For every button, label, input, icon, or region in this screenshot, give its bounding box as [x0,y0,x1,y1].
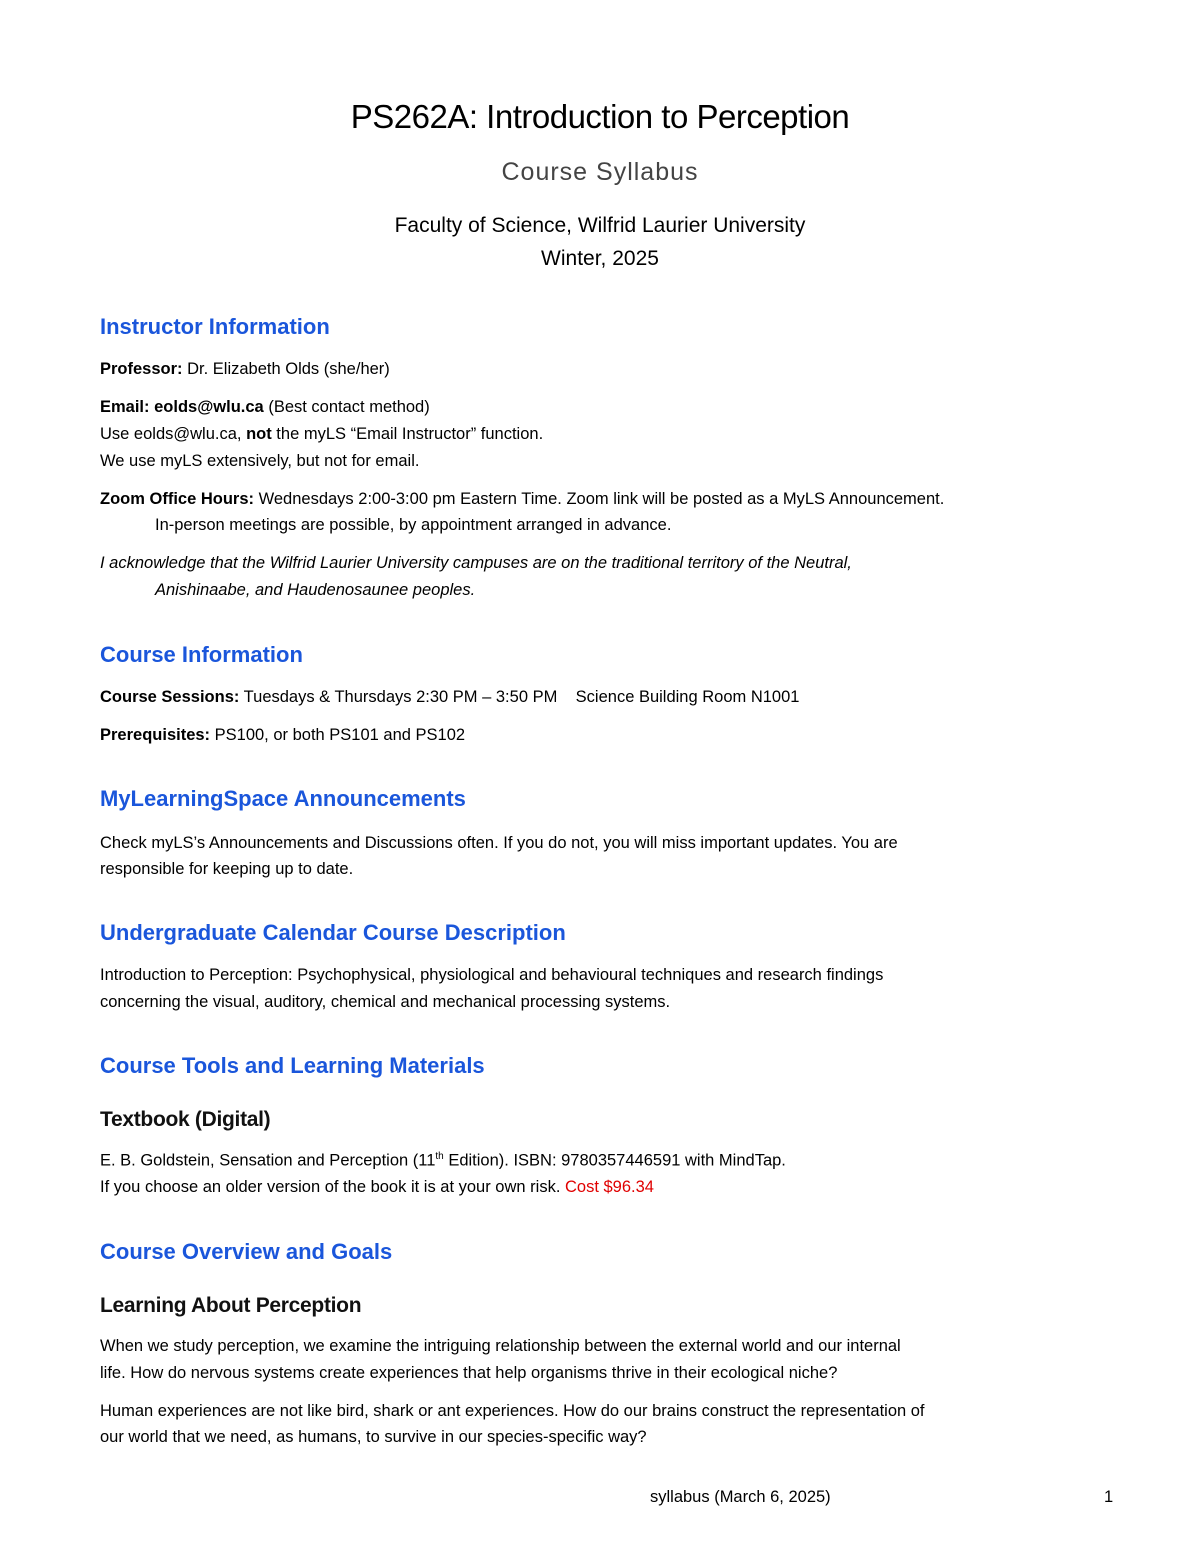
term-line: Winter, 2025 [541,247,659,270]
risk-text: If you choose an older version of the book it is at your own risk. [100,1178,565,1196]
email-label: Email: [100,398,155,416]
calendar-text-line-2: concerning the visual, auditory, chemical and mechanical processing systems. [100,993,671,1011]
sessions-label: Course Sessions: [100,688,240,706]
footer-text: syllabus (March 6, 2025) [650,1488,831,1506]
email-line [100,398,430,417]
heading-mylearningspace-announcements: MyLearningSpace Announcements [100,786,466,811]
subheading-learning-about-perception: Learning About Perception [100,1294,362,1317]
textbook-edition-sup: th [435,1151,444,1162]
land-acknowledgement-line-2: Anishinaabe, and Haudenosaunee peoples. [155,581,476,599]
overview-p1-line-1: When we study perception, we examine the intriguing relationship between the external world and our internal [100,1337,901,1355]
zoom-value: Wednesdays 2:00-3:00 pm Eastern Time. Zoom link will be posted as a MyLS Announcement. [254,490,945,508]
heading-calendar-description: Undergraduate Calendar Course Description [100,920,566,945]
prerequisites-line [100,726,465,745]
textbook-suffix: Edition). ISBN: 9780357446591 with MindTap. [443,1151,786,1170]
land-acknowledgement-line-1: I acknowledge that the Wilfrid Laurier University campuses are on the traditional territory of the Neutral, [100,554,852,572]
sessions-value: Tuesdays & Thursdays 2:30 PM – 3:50 PM Science Building Room N1001 [239,688,800,706]
zoom-office-hours-line [100,490,944,509]
email-usage-not: not [246,425,272,443]
in-person-note: In-person meetings are possible, by appointment arranged in advance. [155,516,672,534]
myls-note: We use myLS extensively, but not for email. [100,452,420,470]
heading-course-information: Course Information [100,642,303,667]
page-title: PS262A: Introduction to Perception [350,98,850,135]
email-address-link[interactable]: eolds@wlu.ca [154,398,264,416]
textbook-risk-line [100,1178,654,1197]
heading-instructor-information: Instructor Information [100,314,330,339]
zoom-label: Zoom Office Hours: [100,490,255,508]
announcements-text-line-1: Check myLS’s Announcements and Discussions often. If you do not, you will miss important updates. You are [100,834,898,852]
email-usage-line [100,425,543,444]
prereq-label: Prerequisites: [100,726,211,744]
email-usage-suffix: the myLS “Email Instructor” function. [271,425,544,443]
overview-p2-line-1: Human experiences are not like bird, shark or ant experiences. How do our brains construct the representation of [100,1402,925,1420]
textbook-cost: Cost $96.34 [565,1178,654,1196]
professor-label: Professor: [100,360,183,378]
email-usage-prefix: Use eolds@wlu.ca, [100,425,247,443]
overview-p2-line-2: our world that we need, as humans, to survive in our species-specific way? [100,1428,647,1446]
professor-line [100,360,390,379]
page-subtitle: Course Syllabus [501,158,699,186]
course-sessions-line [100,688,799,707]
email-note: (Best contact method) [263,398,430,416]
overview-p1-line-2: life. How do nervous systems create experiences that help organisms thrive in their ecological niche? [100,1364,838,1382]
calendar-text-line-1: Introduction to Perception: Psychophysical, physiological and behavioural techniques and research findings [100,966,884,984]
professor-value: Dr. Elizabeth Olds (she/her) [182,360,390,378]
subheading-textbook: Textbook (Digital) [100,1108,271,1131]
announcements-text-line-2: responsible for keeping up to date. [100,860,354,878]
heading-course-overview: Course Overview and Goals [100,1239,393,1264]
textbook-line [100,1151,786,1171]
page-number: 1 [1104,1488,1114,1506]
heading-course-tools: Course Tools and Learning Materials [100,1053,485,1078]
textbook-prefix: E. B. Goldstein, Sensation and Perception (11 [100,1151,436,1170]
prereq-value: PS100, or both PS101 and PS102 [210,726,466,744]
faculty-line: Faculty of Science, Wilfrid Laurier University [394,214,806,237]
